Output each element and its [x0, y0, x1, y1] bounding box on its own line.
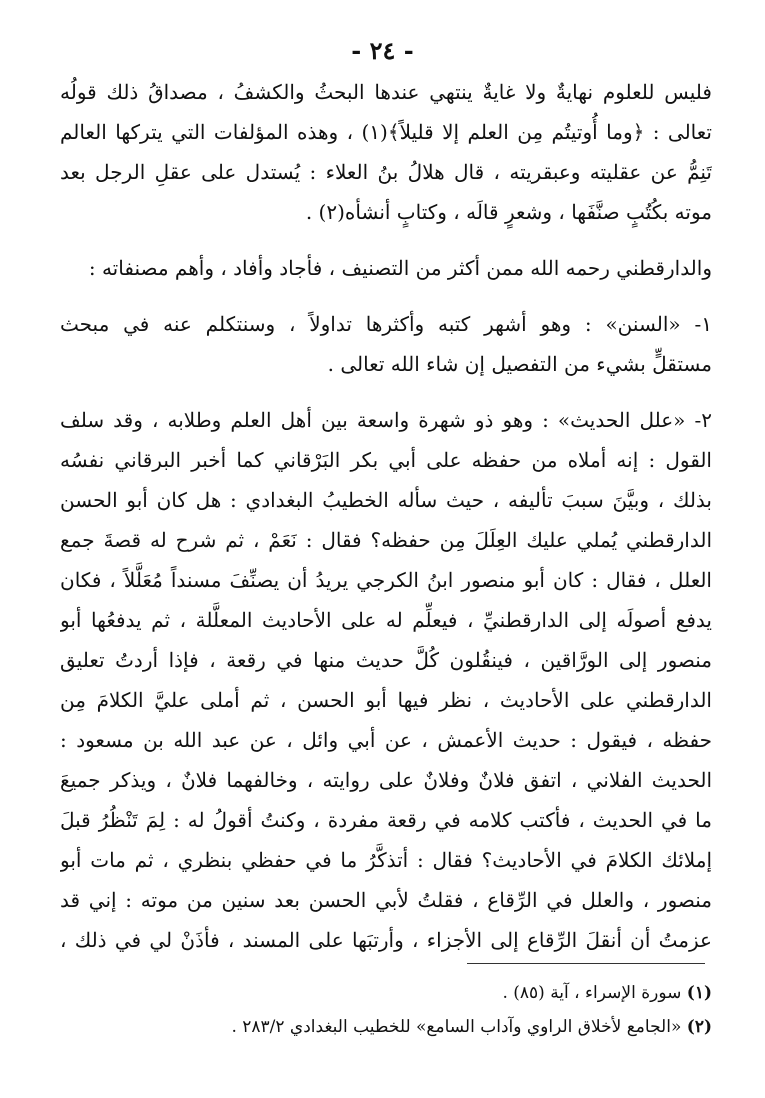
text-line: ٢- «علل الحديث» : وهو ذو شهرة واسعة بين أهل العلم وطلابه ، وقد سلف — [60, 408, 712, 432]
footnote-text: سورة الإسراء ، آية (٨٥) . — [502, 983, 687, 1003]
paragraph-intro — [60, 72, 712, 232]
text-line: فليس للعلوم نهايةٌ ولا غايةٌ ينتهي عندها البحثُ والكشفُ ، مصداقُ ذلك قولُه — [60, 80, 712, 104]
text-line: الدارقطني يُملي عليك العِلَلَ مِن حفظه؟ فقال : نَعَمْ ، ثم شرح له قصةَ جمع — [60, 528, 712, 552]
paragraph-works-intro — [60, 248, 712, 288]
text-line: والدارقطني رحمه الله ممن أكثر من التصنيف ، فأجاد وأفاد ، وأهم مصنفاته : — [88, 256, 712, 280]
text-line: ما في الحديث ، فأكتب كلامه في رقعة مفردة ، وكنتُ أقولُ له : لِمَ تَنْظُرُ قبلَ — [60, 808, 712, 832]
text-line: عزمتُ أن أنقلَ الرِّقاع إلى الأجزاء ، وأرتبَها على المسند ، فأذَنْ لي في ذلك ، — [60, 928, 712, 952]
footnote-1 — [60, 976, 712, 1010]
paragraph-ilal — [60, 400, 712, 960]
paragraph-sunan — [60, 304, 712, 384]
text-line: تعالى : ﴿وما أُوتيتُم مِن العلم إلا قليلاً﴾(١) ، وهذه المؤلفات التي يتركها العالم — [60, 120, 712, 144]
footnote-number: (١) — [686, 983, 712, 1003]
text-line: يدفع أصولَه إلى الدارقطنيِّ ، فيعلِّم له على الأحاديث المعلَّلة ، ثم يدفعُها أبو — [60, 608, 712, 632]
text-line: الحديث الفلاني ، اتفق فلانٌ وفلانٌ على روايته ، وخالفهما فلانٌ ، ويذكر جميعَ — [60, 768, 712, 792]
footnote-number: (٢) — [686, 1017, 712, 1037]
text-line: تَنِمُّ عن عقليته وعبقريته ، قال هلالُ بنُ العلاء : يُستدل على عقلِ الرجل بعد — [60, 160, 712, 184]
main-text — [60, 72, 712, 960]
footnote-divider — [467, 963, 705, 964]
text-line: حفظه ، فيقول : حديث الأعمش ، عن أبي وائل ، عن عبد الله بن مسعود : — [60, 728, 712, 752]
text-line: الدارقطني على الأحاديث ، نظر فيها أبو الحسن ، ثم أملى عليَّ الكلامَ مِن — [60, 688, 712, 712]
footnotes — [60, 976, 712, 1044]
text-line: منصور إلى الورَّاقين ، فينقُلون كُلَّ حديث منها في رقعة ، فإذا أردتُ تعليق — [60, 648, 712, 672]
text-line: مستقلٍّ بشيء من التفصيل إن شاء الله تعالى . — [327, 352, 712, 376]
footnote-2 — [60, 1010, 712, 1044]
text-line: موته بكُتُبٍ صنَّفَها ، وشعرٍ قالَه ، وكتابٍ أنشأه(٢) . — [305, 200, 712, 224]
text-line: إملائك الكلامَ في الأحاديث؟ فقال : أتذكَّرُ ما في حفظي بنظري ، ثم مات أبو — [60, 848, 712, 872]
text-line: منصور ، والعلل في الرِّقاع ، فقلتُ لأبي الحسن بعد سنين من موته : إني قد — [60, 888, 712, 912]
text-line: العلل ، فقال : كان أبو منصور ابنُ الكرجي يريدُ أن يصنِّفَ مسنداً مُعَلَّلاً ، فكان — [60, 568, 712, 592]
text-line: القول : إنه أملاه من حفظه على أبي بكر البَرْقاني كما أخبر البرقاني نفسُه — [60, 448, 712, 472]
text-line: ١- «السنن» : وهو أشهر كتبه وأكثرها تداولاً ، وسنتكلم عنه في مبحث — [60, 312, 712, 336]
page-number: - ٢٤ - — [351, 36, 414, 65]
footnote-text: «الجامع لأخلاق الراوي وآداب السامع» للخطيب البغدادي ٢٨٣/٢ . — [231, 1017, 687, 1037]
text-line: بذلك ، وبيَّنَ سببَ تأليفه ، حيث سأله الخطيبُ البغدادي : هل كان أبو الحسن — [60, 488, 712, 512]
